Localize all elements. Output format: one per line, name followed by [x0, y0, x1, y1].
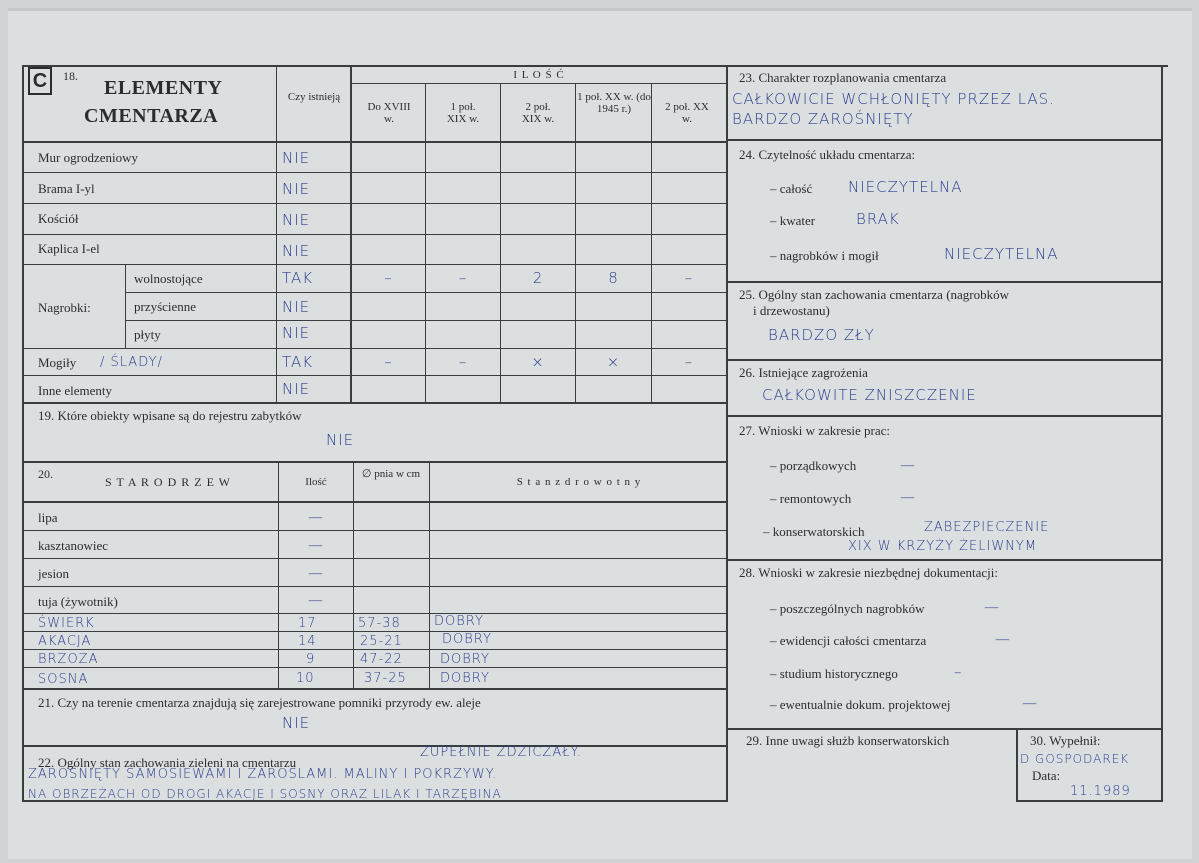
s18-title-line1: ELEMENTY — [104, 77, 223, 99]
s20-number: 20. — [38, 467, 53, 481]
czy-istnieja-header: Czy istnieją — [287, 91, 341, 103]
tree-qty: — — [308, 591, 324, 609]
tree-qty: — — [308, 536, 324, 554]
exists-value: NIE — [282, 149, 311, 167]
tree-qty: 10 — [296, 671, 315, 686]
s26-label: 26. Istniejące zagrożenia — [739, 365, 868, 380]
s24-label: 24. Czytelność układu cmentarza: — [739, 147, 916, 162]
s28-label: 28. Wnioski w zakresie niezbędnej dokumentacji: — [739, 565, 998, 580]
tree-state: DOBRY — [440, 671, 490, 686]
tree-name: kasztanowiec — [38, 538, 109, 553]
row-label: Brama I-yl — [38, 181, 95, 196]
period-header: 1 poł. XIX w. — [446, 101, 480, 125]
s24-row-value: NIECZYTELNA — [848, 178, 963, 196]
row-label: przyścienne — [134, 299, 197, 314]
mogily-handwritten: / ŚLADY/ — [100, 355, 163, 370]
s27-value-2: XIX W KRZYŻY ŻELIWNYM — [848, 539, 1038, 554]
exists-value: NIE — [282, 211, 311, 229]
s28-row-value: — — [984, 598, 1000, 616]
exists-value: NIE — [282, 380, 311, 398]
exists-value: TAK — [282, 269, 314, 287]
s28-row-label: – studium historycznego — [770, 666, 898, 681]
qty-value: × — [531, 353, 545, 371]
s28-row-label: – ewidencji całości cmentarza — [770, 633, 927, 648]
s22-label: 22. Ogólny stan zachowania zieleni na cmentarzu — [38, 755, 297, 770]
inventory-card — [8, 8, 1192, 859]
tree-state: DOBRY — [442, 632, 492, 647]
s27-row-value: — — [900, 488, 916, 506]
s18-number: 18. — [63, 69, 78, 83]
row-label: Kościół — [38, 211, 79, 226]
tree-diam: 37-25 — [364, 671, 407, 686]
section-letter-box — [28, 67, 52, 95]
section-letter: C — [32, 70, 48, 92]
s18-title-line2: CMENTARZA — [84, 105, 219, 127]
tree-name: AKACJA — [38, 634, 92, 649]
s22-line3: NA OBRZEŻACH OD DROGI AKACJE I SOSNY ORAZ LILAK I TARZĘBINA — [28, 787, 502, 801]
tree-diam: 47-22 — [360, 652, 403, 667]
exists-value: NIE — [282, 298, 311, 316]
s30-date-label: Data: — [1032, 768, 1061, 783]
s28-row-value: — — [995, 630, 1011, 648]
period-header: 1 poł. XX w. (do 1945 r.) — [577, 91, 651, 115]
row-label: Inne elementy — [38, 383, 112, 398]
s24-row-label: – nagrobków i mogił — [770, 248, 879, 263]
exists-value: NIE — [282, 242, 311, 260]
col-stan: S t a n z d r o w o t n y — [516, 476, 642, 488]
tree-name: BRZOZA — [38, 652, 99, 667]
col-pnia: ∅ pnia w cm — [361, 468, 421, 480]
tree-name: jesion — [38, 566, 70, 581]
qty-value: 2 — [532, 269, 544, 287]
period-header: 2 poł. XIX w. — [521, 101, 555, 125]
s23-label: 23. Charakter rozplanowania cmentarza — [739, 70, 947, 85]
s22-line1: ZUPEŁNIE ZDZICZAŁY. — [420, 745, 582, 760]
nagrobki-label: Nagrobki: — [38, 300, 91, 315]
row-label: Kaplica I-el — [38, 241, 100, 256]
tree-qty: 9 — [306, 652, 316, 667]
row-label: Mur ogrodzeniowy — [38, 150, 139, 165]
tree-qty: — — [308, 564, 324, 582]
s19-value: NIE — [326, 431, 355, 449]
tree-qty: — — [308, 508, 324, 526]
s21-label: 21. Czy na terenie cmentarza znajdują się zarejestrowane pomniki przyrody ew. aleje — [38, 695, 481, 710]
ilosc-header: I L O Ś Ć — [513, 69, 565, 81]
exists-value: NIE — [282, 180, 311, 198]
s20-title: S T A R O D R Z E W — [104, 475, 232, 489]
s27-row-label: – remontowych — [770, 491, 852, 506]
s30-date: 11.1989 — [1070, 784, 1131, 799]
s28-row-value: — — [1022, 694, 1038, 712]
tree-qty: 14 — [298, 634, 317, 649]
s29-label: 29. Inne uwagi służb konserwatorskich — [746, 733, 950, 748]
s25-value: BARDZO ZŁY — [768, 326, 875, 344]
s30-label: 30. Wypełnił: — [1030, 733, 1101, 748]
s23-line2: BARDZO ZAROŚNIĘTY — [732, 110, 914, 128]
qty-value: – — [384, 269, 393, 287]
s24-row-value: BRAK — [856, 210, 900, 228]
exists-value: TAK — [282, 353, 314, 371]
s25-label-1: 25. Ogólny stan zachowania cmentarza (nagrobków — [739, 287, 1010, 302]
s22-line2: ZAROŚNIĘTY SAMOSIEWAMI I ZAROŚLAMI. MALINY I POKRZYWY. — [28, 767, 498, 782]
period-header: Do XVIII w. — [367, 101, 411, 125]
row-label: Mogiły — [38, 355, 77, 370]
qty-value: – — [684, 353, 694, 371]
s28-row-label: – ewentualnie dokum. projektowej — [770, 697, 951, 712]
s28-row-label: – poszczególnych nagrobków — [770, 601, 925, 616]
row-label: płyty — [134, 327, 161, 342]
s24-row-label: – całość — [770, 181, 813, 196]
col-ilosc: Ilość — [305, 476, 327, 488]
tree-name: ŚWIERK — [38, 616, 95, 631]
s27-row-label: – porządkowych — [770, 458, 857, 473]
qty-value: – — [384, 353, 393, 371]
s27-row-label: – konserwatorskich — [763, 524, 865, 539]
qty-value: × — [606, 353, 621, 371]
qty-value: – — [684, 269, 694, 287]
tree-state: DOBRY — [440, 652, 490, 667]
s21-value: NIE — [282, 714, 311, 732]
s19-label: 19. Które obiekty wpisane są do rejestru zabytków — [38, 408, 302, 423]
s30-name: D GOSPODAREK — [1020, 752, 1130, 766]
s24-row-label: – kwater — [770, 213, 816, 228]
tree-diam: 25-21 — [360, 634, 403, 649]
qty-value: – — [458, 353, 468, 371]
row-label: wolnostojące — [134, 271, 203, 286]
s26-value: CAŁKOWITE ZNISZCZENIE — [762, 386, 977, 404]
s25-label-2: i drzewostanu) — [753, 303, 830, 318]
tree-state: DOBRY — [434, 614, 484, 629]
s27-row-value: — — [900, 456, 916, 474]
s28-row-value: – — [954, 663, 963, 681]
tree-qty: 17 — [298, 616, 317, 631]
tree-name: SOSNA — [38, 672, 89, 687]
s27-row-value: ZABEZPIECZENIE — [924, 520, 1050, 535]
tree-diam: 57-38 — [358, 616, 401, 631]
tree-name: lipa — [38, 510, 58, 525]
qty-value: – — [458, 269, 468, 287]
s27-label: 27. Wnioski w zakresie prac: — [739, 423, 891, 438]
s24-row-value: NIECZYTELNA — [944, 245, 1059, 263]
qty-value: 8 — [608, 269, 619, 287]
tree-name: tuja (żywotnik) — [38, 594, 118, 609]
s23-line1: CAŁKOWICIE WCHŁONIĘTY PRZEZ LAS. — [732, 90, 1055, 108]
exists-value: NIE — [282, 324, 311, 342]
period-header: 2 poł. XX w. — [665, 101, 709, 125]
